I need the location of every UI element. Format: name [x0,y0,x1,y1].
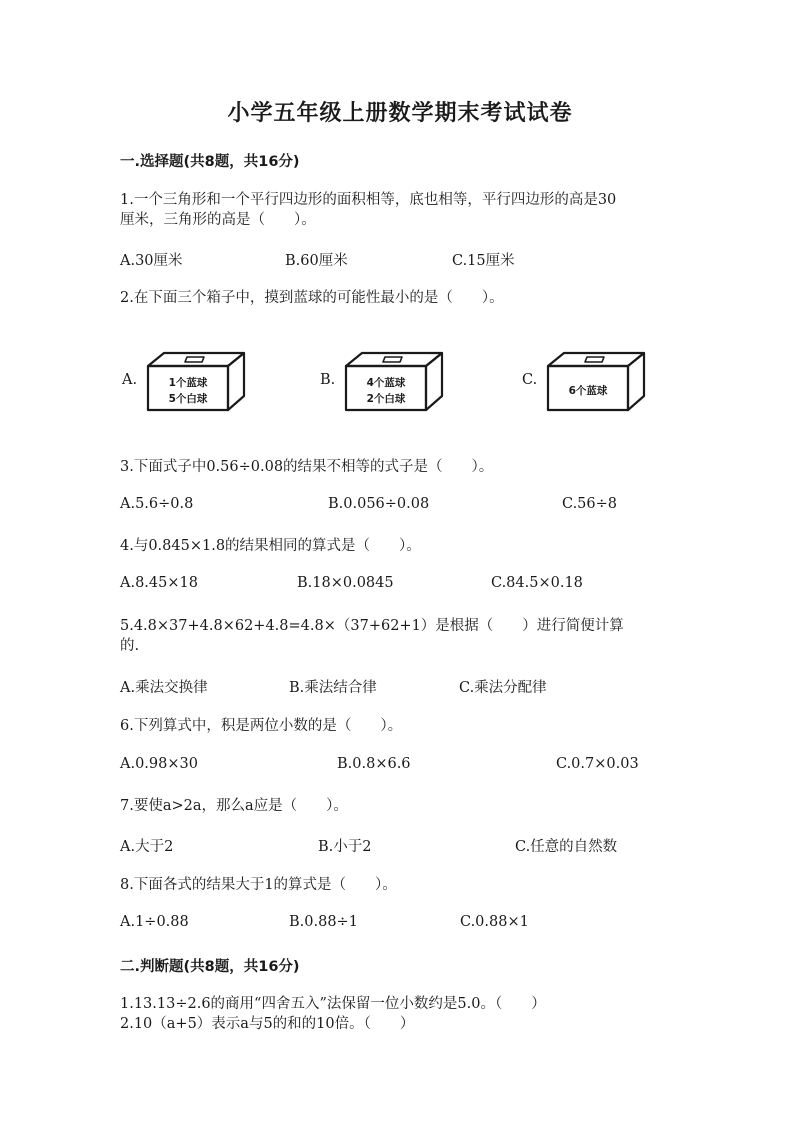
question-8-option-c: C.0.88×1 [460,914,529,930]
box-b-line-2: 2个白球 [366,393,406,405]
section-heading-judgement: 二.判断题(共8题，共16分) [120,959,300,975]
question-6-option-b: B.0.8×6.6 [337,756,411,772]
question-1-option-c: C.15厘米 [452,253,515,269]
box-a-line-2: 5个白球 [168,393,208,405]
question-8-option-a: A.1÷0.88 [120,914,189,930]
box-option-a [142,350,247,414]
question-8-option-b: B.0.88÷1 [289,914,358,930]
box-b-line-1: 4个蓝球 [366,377,406,389]
judgement-item-2: 2.10（a+5）表示a与5的和的10倍。（ ） [120,1016,415,1032]
question-5-option-a: A.乘法交换律 [120,680,208,696]
question-4-option-a: A.8.45×18 [120,575,198,591]
question-5-line-1: 5.4.8×37+4.8×62+4.8=4.8×（37+62+1）是根据（ ）进行简便计算 [120,618,624,634]
question-5-option-c: C.乘法分配律 [459,680,547,696]
box-option-b-letter: B. [320,372,336,388]
question-6-line-1: 6.下列算式中，积是两位小数的是（ ）。 [120,718,403,734]
page-title: 小学五年级上册数学期末考试试卷 [227,101,573,126]
question-4-line-1: 4.与0.845×1.8的结果相同的算式是（ ）。 [120,538,421,554]
question-7-option-c: C.任意的自然数 [515,839,618,855]
box-option-b [340,350,445,414]
box-option-a-letter: A. [122,372,138,388]
question-4-option-c: C.84.5×0.18 [491,575,583,591]
question-8-line-1: 8.下面各式的结果大于1的算式是（ ）。 [120,877,397,893]
box-option-c [542,350,647,414]
question-3-option-b: B.0.056÷0.08 [328,496,430,512]
judgement-item-1: 1.13.13÷2.6的商用“四舍五入”法保留一位小数约是5.0。（ ） [120,996,546,1012]
question-1-line-2: 厘米，三角形的高是（ ）。 [120,212,316,228]
section-heading-choice: 一.选择题(共8题，共16分) [120,154,300,170]
box-option-c-letter: C. [522,372,538,388]
question-3-option-a: A.5.6÷0.8 [120,496,194,512]
question-1-option-a: A.30厘米 [120,253,183,269]
question-6-option-c: C.0.7×0.03 [556,756,639,772]
question-5-line-2: 的. [120,638,140,654]
question-7-line-1: 7.要使a>2a，那么a应是（ ）。 [120,798,348,814]
question-4-option-b: B.18×0.0845 [297,575,394,591]
question-1-line-1: 1.一个三角形和一个平行四边形的面积相等，底也相等，平行四边形的高是30 [120,192,617,208]
box-a-line-1: 1个蓝球 [168,377,208,389]
question-1-option-b: B.60厘米 [285,253,348,269]
question-7-option-b: B.小于2 [318,839,372,855]
box-c-line-1: 6个蓝球 [568,385,608,397]
question-2-line-1: 2.在下面三个箱子中，摸到蓝球的可能性最小的是（ ）。 [120,290,504,306]
question-6-option-a: A.0.98×30 [120,756,198,772]
question-3-option-c: C.56÷8 [562,496,618,512]
question-5-option-b: B.乘法结合律 [289,680,377,696]
question-7-option-a: A.大于2 [120,839,174,855]
question-3-line-1: 3.下面式子中0.56÷0.08的结果不相等的式子是（ ）。 [120,459,494,475]
